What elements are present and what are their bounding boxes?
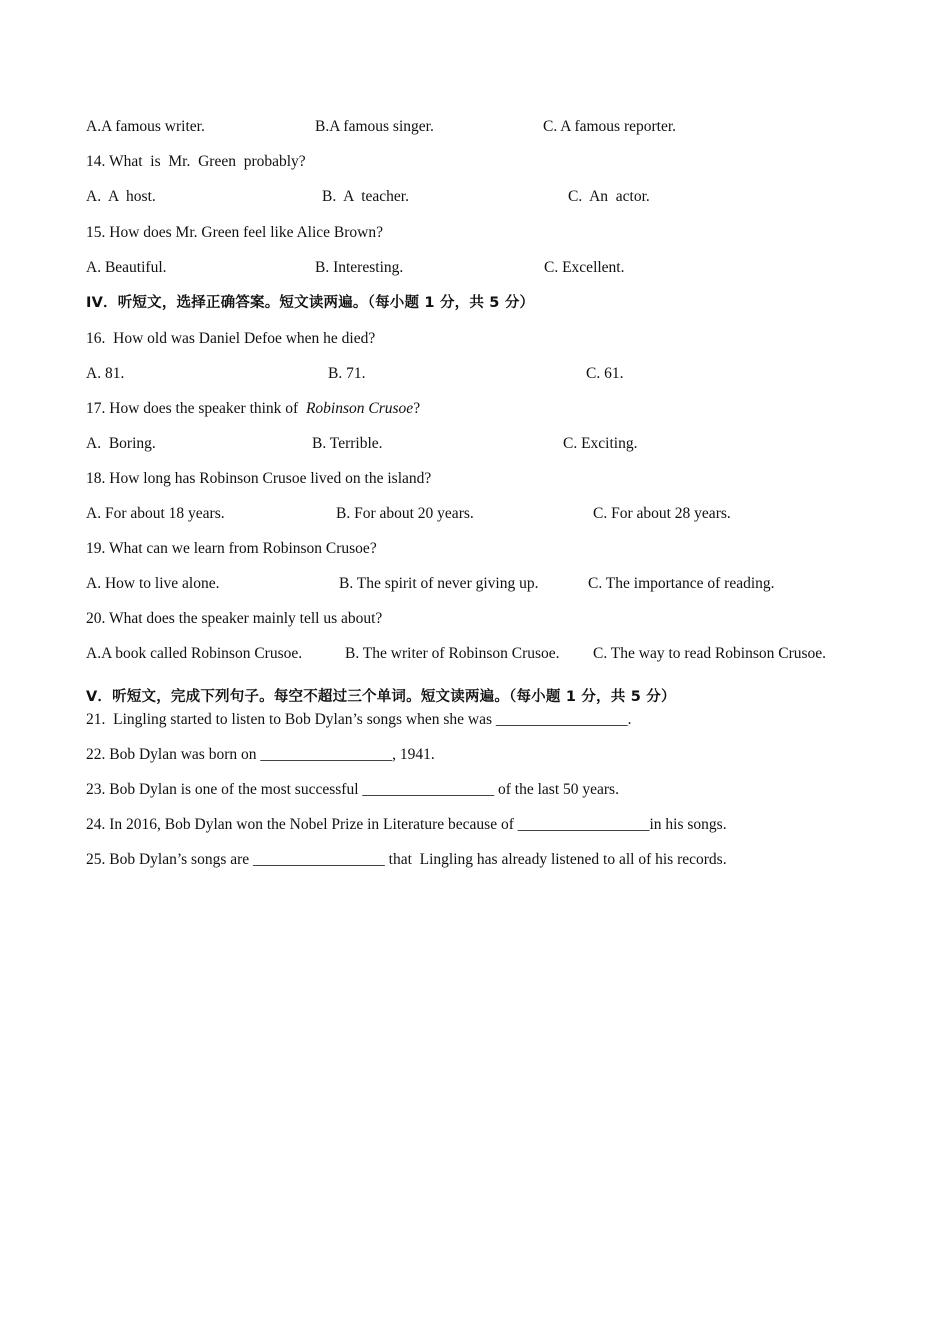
q14-option-b: B. A teacher. [322,188,409,205]
q16-stem: 16. How old was Daniel Defoe when he died? [86,330,376,347]
q14-option-c: C. An actor. [568,188,650,205]
q19-option-c: C. The importance of reading. [588,575,775,592]
q15-option-c: C. Excellent. [544,259,625,276]
q19-option-a: A. How to live alone. [86,575,220,592]
q16-option-a: A. 81. [86,365,125,382]
q20-option-b: B. The writer of Robinson Crusoe. [345,645,560,662]
section-v-heading: V．听短文，完成下列句子。每空不超过三个单词。短文读两遍。（每小题 1 分，共 5 分） [86,689,676,705]
q18-option-b: B. For about 20 years. [336,505,474,522]
q23-sentence: 23. Bob Dylan is one of the most successful _________________ of the last 50 years. [86,781,619,798]
q22-sentence: 22. Bob Dylan was born on _________________, 1941. [86,746,435,763]
section-iv-heading: IV．听短文，选择正确答案。短文读两遍。（每小题 1 分，共 5 分） [86,295,535,311]
q13-option-a: A.A famous writer. [86,118,205,135]
q13-option-c: C. A famous reporter. [543,118,677,135]
q20-stem: 20. What does the speaker mainly tell us about? [86,610,383,627]
q18-option-c: C. For about 28 years. [593,505,731,522]
q16-option-c: C. 61. [586,365,624,382]
q20-option-a: A.A book called Robinson Crusoe. [86,645,303,662]
q17-stem [86,399,420,419]
q15-option-a: A. Beautiful. [86,259,167,276]
q17-stem-text: 17. How does the speaker think of [86,400,306,417]
q13-option-b: B.A famous singer. [315,118,434,135]
q17-option-b: B. Terrible. [312,435,383,452]
q15-stem: 15. How does Mr. Green feel like Alice Brown? [86,224,384,241]
q21-sentence: 21. Lingling started to listen to Bob Dylan’s songs when she was _________________. [86,711,632,728]
q25-sentence: 25. Bob Dylan’s songs are _________________ that Lingling has already listened to all of his records. [86,851,727,868]
q19-stem: 19. What can we learn from Robinson Crusoe? [86,540,377,557]
q19-option-b: B. The spirit of never giving up. [339,575,539,592]
q14-option-a: A. A host. [86,188,156,205]
q24-sentence: 24. In 2016, Bob Dylan won the Nobel Prize in Literature because of _________________in his songs. [86,816,727,833]
q14-stem: 14. What is Mr. Green probably? [86,153,306,170]
q17-option-c: C. Exciting. [563,435,638,452]
q17-stem-end: ? [413,400,421,417]
q15-option-b: B. Interesting. [315,259,404,276]
q18-stem: 18. How long has Robinson Crusoe lived on the island? [86,470,432,487]
q16-option-b: B. 71. [328,365,366,382]
q17-option-a: A. Boring. [86,435,156,452]
q17-book-title: Robinson Crusoe [305,400,414,417]
q20-option-c: C. The way to read Robinson Crusoe. [593,645,827,662]
q18-option-a: A. For about 18 years. [86,505,225,522]
